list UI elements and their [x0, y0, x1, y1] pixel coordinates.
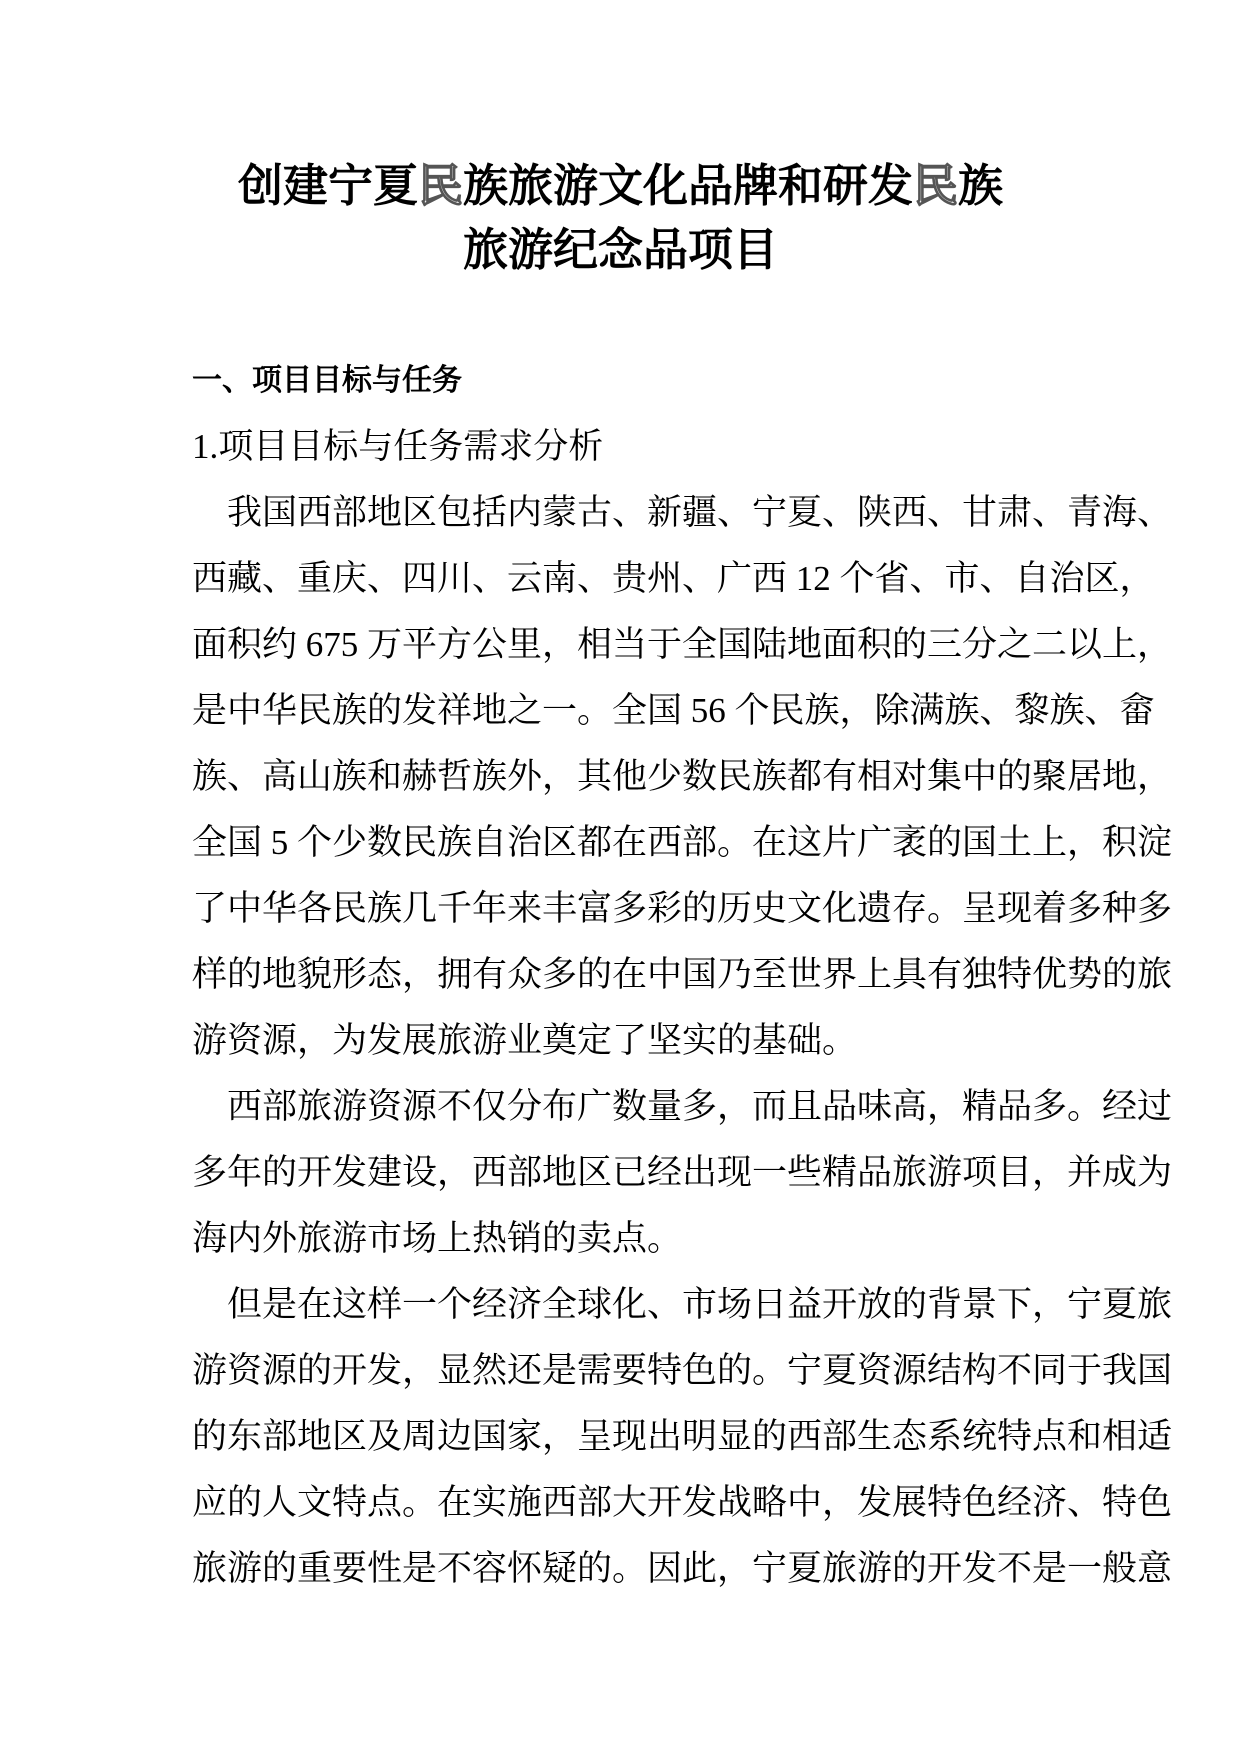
- paragraph: [192, 1074, 1173, 1272]
- title-line-1: [0, 154, 1241, 218]
- paragraph-line: 了中华各民族几千年来丰富多彩的历史文化遗存。呈现着多种多: [192, 889, 1173, 928]
- paragraph-line: 面积约 675 万平方公里，相当于全国陆地面积的三分之二以上，: [192, 625, 1173, 664]
- paragraph-line: 西藏、重庆、四川、云南、贵州、广西 12 个省、市、自治区，: [192, 559, 1155, 598]
- title-text: 族: [958, 159, 1004, 212]
- title-outlined-char: 民: [417, 159, 463, 212]
- paragraph-line: 是中华民族的发祥地之一。全国 56 个民族，除满族、黎族、畲: [192, 691, 1155, 730]
- paragraph-line: 全国 5 个少数民族自治区都在西部。在这片广袤的国土上，积淀: [192, 823, 1173, 862]
- paragraph-line: 多年的开发建设，西部地区已经出现一些精品旅游项目，并成为: [192, 1153, 1173, 1192]
- paragraph-line: 西部旅游资源不仅分布广数量多，而且品味高，精品多。经过: [227, 1087, 1173, 1126]
- paragraph: [192, 1272, 1173, 1602]
- section-heading: 一、项目目标与任务: [192, 363, 462, 398]
- paragraph-line: 游资源的开发，显然还是需要特色的。宁夏资源结构不同于我国: [192, 1351, 1173, 1390]
- title-outlined-char: 民: [913, 159, 959, 212]
- paragraph-line: 应的人文特点。在实施西部大开发战略中，发展特色经济、特色: [192, 1483, 1173, 1522]
- paragraph-line: 样的地貌形态，拥有众多的在中国乃至世界上具有独特优势的旅: [192, 955, 1173, 994]
- paragraph-line: 海内外旅游市场上热销的卖点。: [192, 1219, 683, 1258]
- subheading: 1.项目目标与任务需求分析: [192, 427, 604, 466]
- document-title: [0, 154, 1241, 282]
- paragraph-line: 游资源，为发展旅游业奠定了坚实的基础。: [192, 1021, 858, 1060]
- paragraph-line: 族、高山族和赫哲族外，其他少数民族都有相对集中的聚居地，: [192, 757, 1173, 796]
- paragraph-line: 旅游的重要性是不容怀疑的。因此，宁夏旅游的开发不是一般意: [192, 1549, 1173, 1588]
- title-text: 族旅游文化品牌和研发: [462, 159, 913, 212]
- paragraph-line: 但是在这样一个经济全球化、市场日益开放的背景下，宁夏旅: [227, 1285, 1173, 1324]
- title-line-2: 旅游纪念品项目: [462, 223, 778, 276]
- title-text: 创建宁夏: [237, 159, 418, 212]
- document-body: [192, 348, 1173, 1602]
- paragraph-line: 的东部地区及周边国家，呈现出明显的西部生态系统特点和相适: [192, 1417, 1173, 1456]
- paragraph: [192, 480, 1173, 1074]
- paragraph-line: 我国西部地区包括内蒙古、新疆、宁夏、陕西、甘肃、青海、: [227, 493, 1173, 532]
